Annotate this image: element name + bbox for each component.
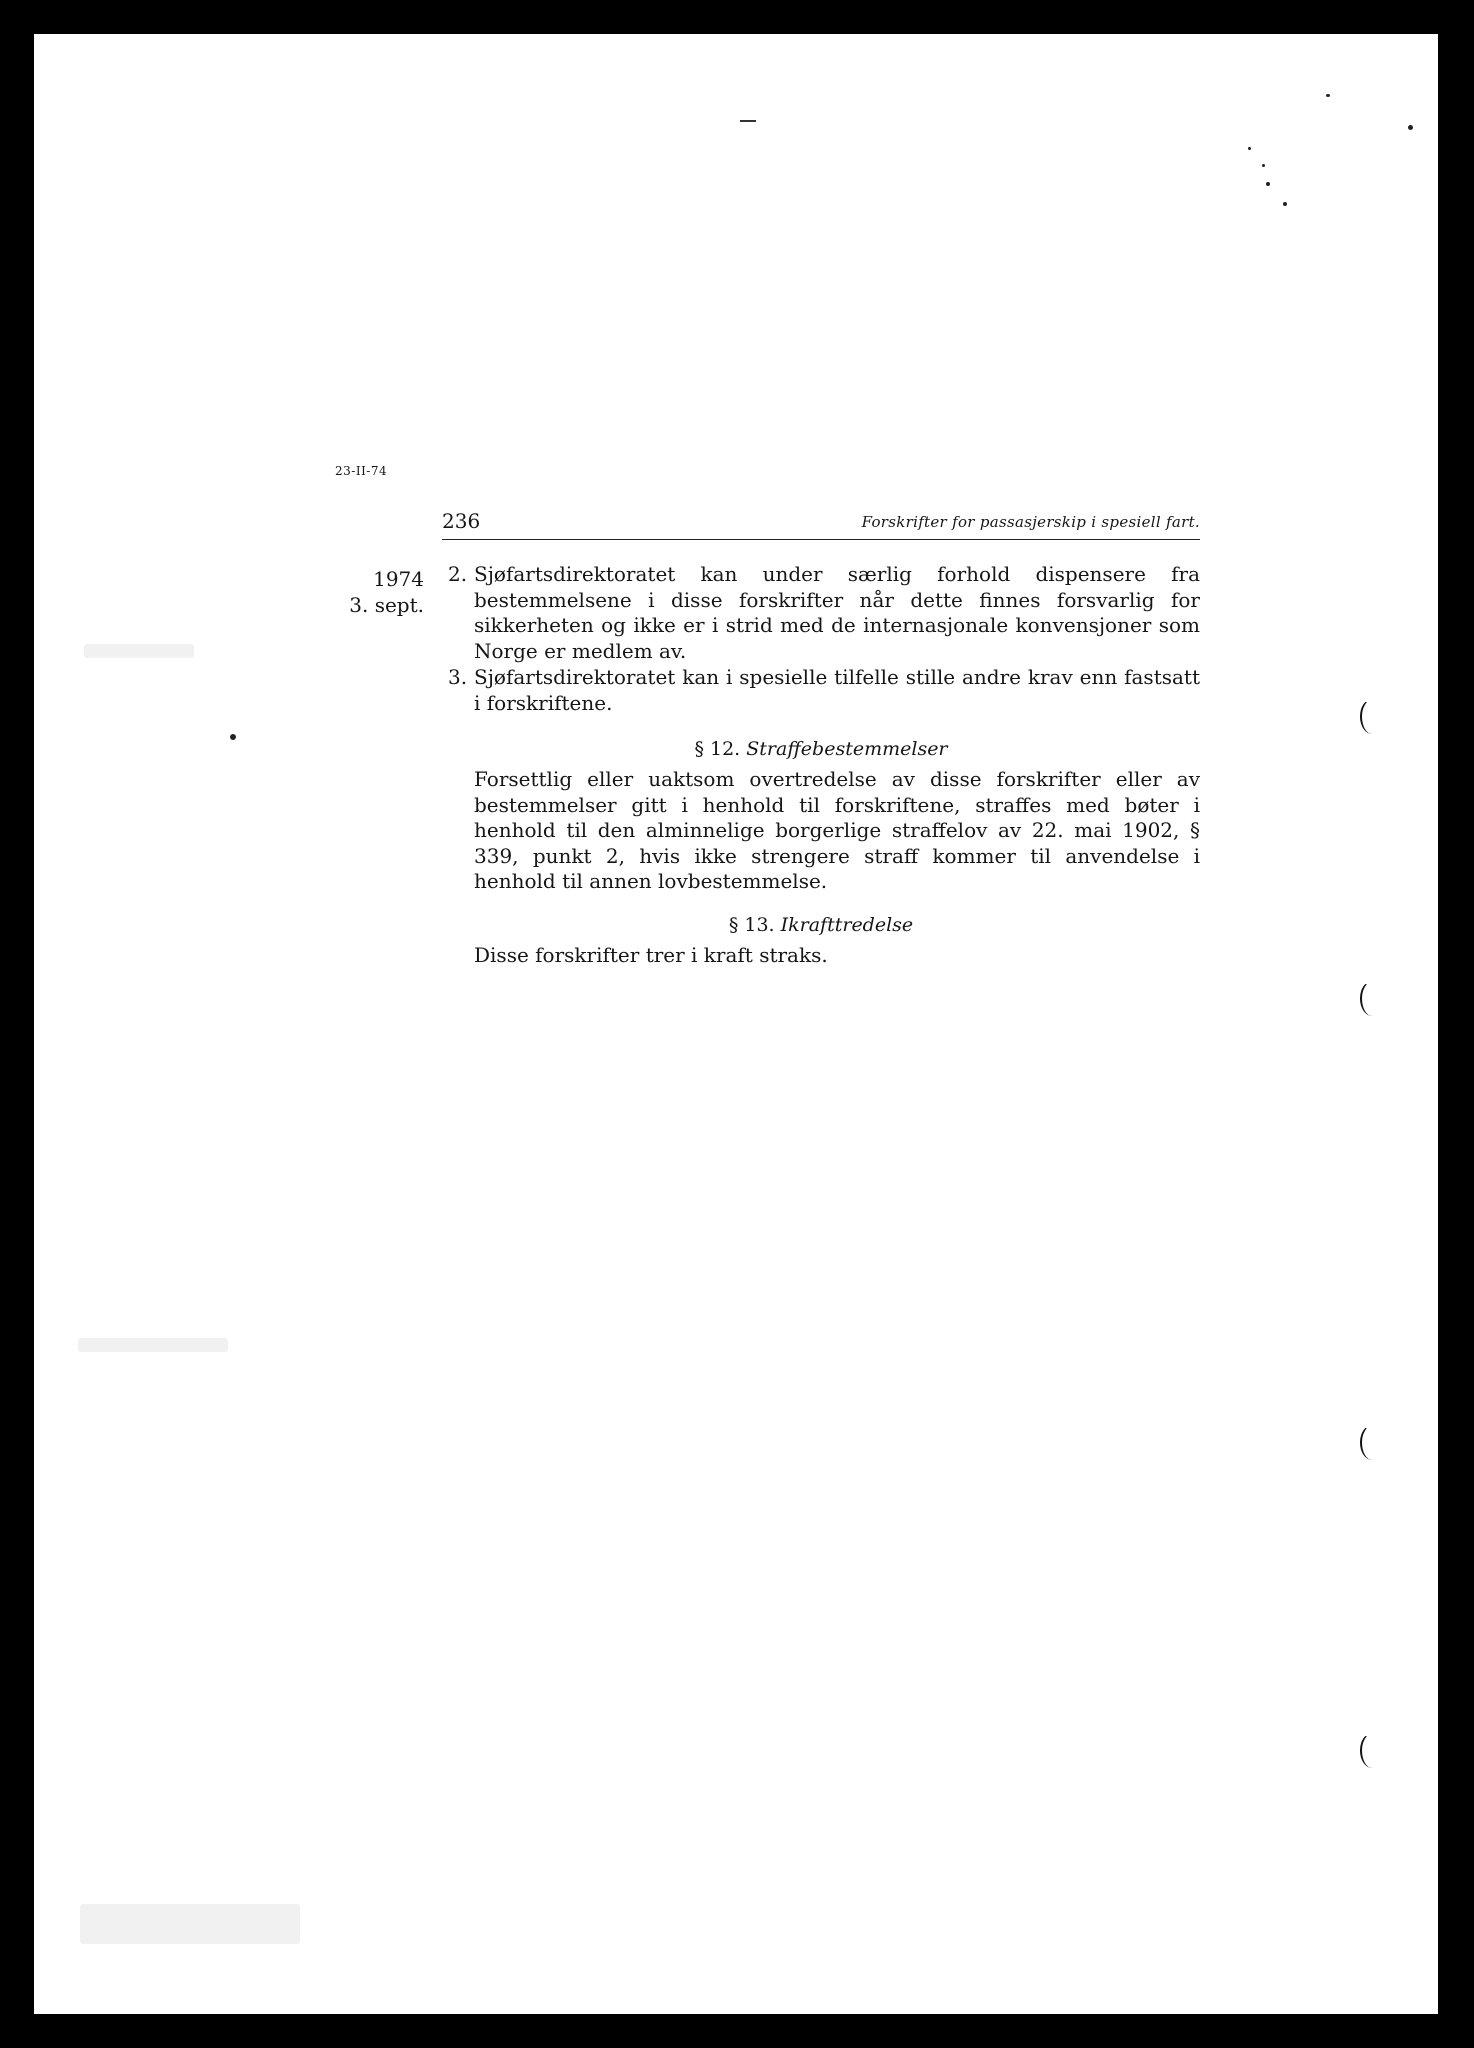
section-heading <box>442 914 1200 936</box>
scan-smudge <box>80 1904 300 1944</box>
scan-speck <box>1266 182 1270 186</box>
document-page <box>34 34 1438 2014</box>
scan-speck <box>1248 147 1251 150</box>
list-item <box>448 562 1200 664</box>
list-item <box>448 665 1200 716</box>
date-stamp: 23-II-74 <box>335 464 388 478</box>
scan-speck <box>1283 202 1287 206</box>
scan-smudge <box>84 644 194 658</box>
running-head: Forskrifter for passasjerskip i spesiell fart. <box>861 513 1200 531</box>
binder-hole-mark <box>1360 1733 1384 1768</box>
section-paragraph: Forsettlig eller uaktsom overtredelse av disse forskrifter eller av bestemmelser gitt i henhold til forskriftene, straffes med bøter i henhold til den alminnelige borgerlige straffelov av 22. mai 1902, § 339, punkt 2, hvis ikke strengere straff kommer til anvendelse i henhold til annen lovbestemmelse. <box>474 767 1200 894</box>
scan-smudge <box>78 1338 228 1352</box>
scan-speck <box>1326 94 1330 97</box>
scan-speck <box>1408 125 1413 130</box>
item-text: Sjøfartsdirektoratet kan i spesielle tilfelle stille andre krav enn fastsatt i forskriftene. <box>474 665 1200 715</box>
binder-hole-mark <box>1360 699 1384 734</box>
page-header <box>442 507 1200 540</box>
scan-speck <box>230 734 236 740</box>
item-number: 3. <box>448 665 468 689</box>
item-text: Sjøfartsdirektoratet kan under særlig forhold dispensere fra bestemmelsene i disse forskrifter når dette finnes forsvarlig for sikkerheten og ikke er i strid med de internasjonale konvensjoner som Norge er medlem av. <box>474 562 1200 663</box>
scan-speck <box>1262 164 1265 167</box>
section-paragraph: Disse forskrifter trer i kraft straks. <box>474 943 828 967</box>
binder-hole-mark <box>1360 981 1384 1016</box>
item-number: 2. <box>448 562 468 586</box>
binder-hole-mark <box>1360 1425 1384 1460</box>
top-dash-mark <box>740 120 756 122</box>
margin-date: 3. sept. <box>349 593 424 617</box>
section-heading <box>442 738 1200 760</box>
section-number: § 13. <box>728 914 775 936</box>
section-title: Ikrafttredelse <box>780 914 914 936</box>
page-number: 236 <box>442 509 481 533</box>
margin-year: 1974 <box>373 567 424 591</box>
section-number: § 12. <box>694 738 741 760</box>
section-title: Straffebestemmelser <box>746 738 948 760</box>
